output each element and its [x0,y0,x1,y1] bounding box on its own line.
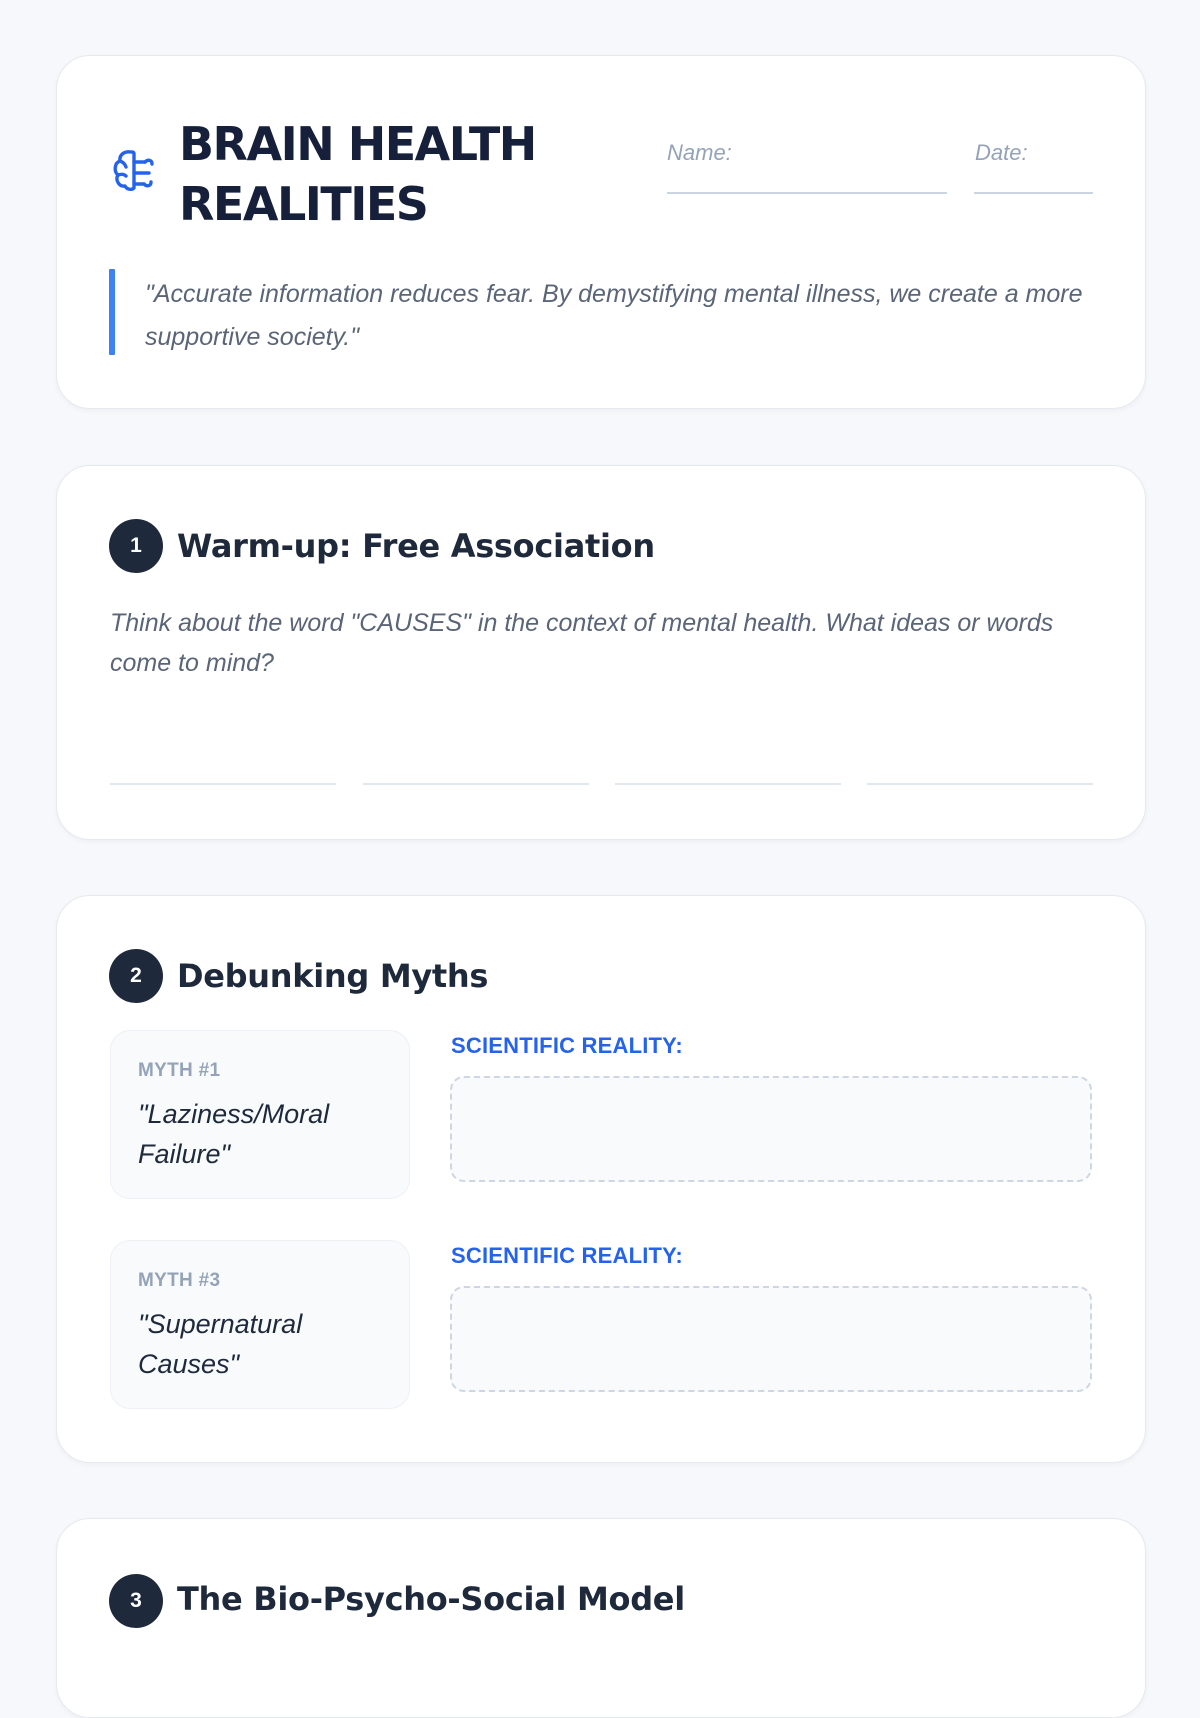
section-number-badge: 3 [109,1574,163,1628]
page-title [179,114,599,234]
section-number-badge: 2 [109,949,163,1003]
section-title: Debunking Myths [177,957,489,995]
answer-line-2[interactable] [363,783,589,785]
section-number-badge: 1 [109,519,163,573]
section-card-free-association [56,465,1146,840]
section-title: Warm-up: Free Association [177,527,655,565]
page-title-line-1: BRAIN HEALTH [179,117,536,171]
brain-icon [111,146,157,194]
myth-label: MYTH #3 [138,1270,221,1291]
myth-text: "Supernatural Causes" [138,1309,303,1379]
answer-line-4[interactable] [867,783,1093,785]
section-prompt: Think about the word "CAUSES" in the context of mental health. What ideas or words come to mind? [110,609,1054,677]
page-title-line-2: REALITIES [179,177,428,231]
myth-label: MYTH #1 [138,1060,221,1081]
answer-line-3[interactable] [615,783,841,785]
reality-answer-box[interactable] [450,1076,1092,1182]
reality-answer-box[interactable] [450,1286,1092,1392]
name-field[interactable] [667,192,947,194]
myth-card [110,1030,410,1199]
section-title: The Bio-Psycho-Social Model [177,1580,685,1618]
intro-quote: "Accurate information reduces fear. By demystifying mental illness, we create a more supportive society." [145,280,1083,351]
date-field[interactable] [974,192,1093,194]
myth-text: "Laziness/Moral Failure" [138,1099,330,1169]
header-card [56,55,1146,409]
name-label: Name: [667,140,732,165]
section-card-bio-psycho-social [56,1518,1146,1718]
reality-label: SCIENTIFIC REALITY: [451,1033,683,1058]
quote-accent-bar [109,269,115,355]
section-card-debunking-myths [56,895,1146,1463]
answer-line-1[interactable] [110,783,336,785]
date-label: Date: [975,140,1028,165]
reality-label: SCIENTIFIC REALITY: [451,1243,683,1268]
myth-card [110,1240,410,1409]
